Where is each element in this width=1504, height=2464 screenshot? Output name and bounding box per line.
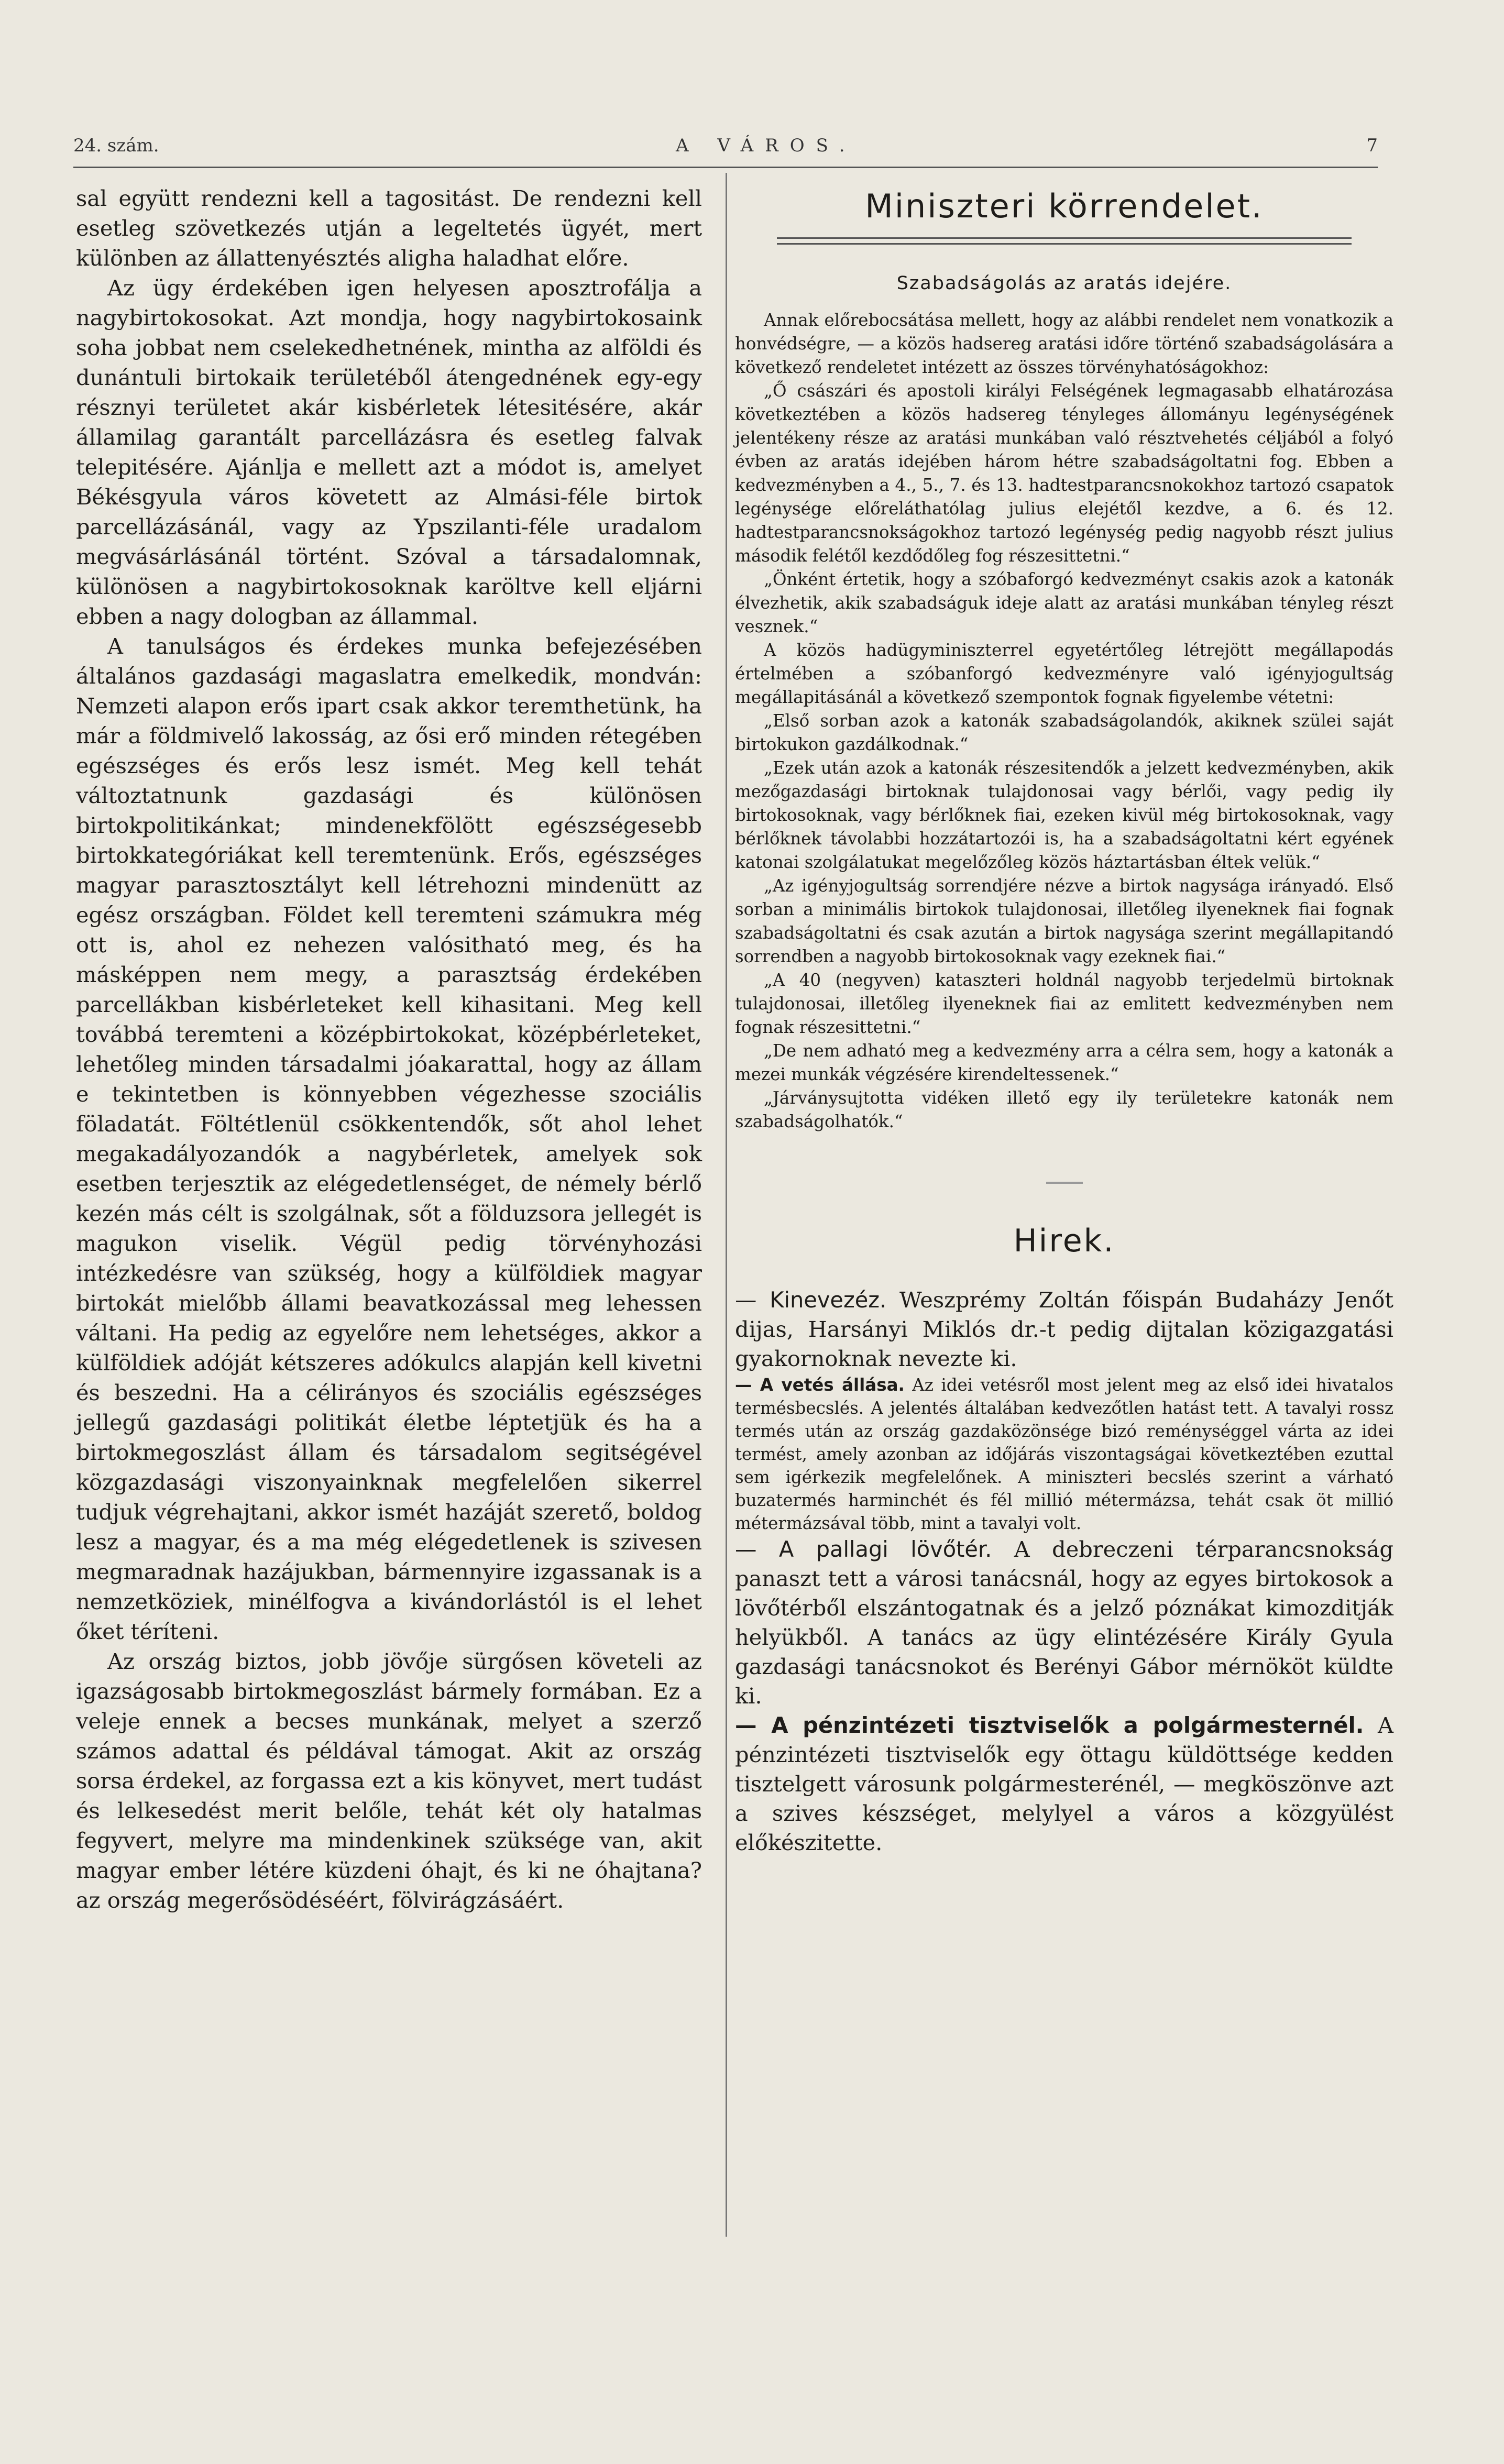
news-item (735, 1373, 1393, 1535)
news-item-lead: — A pénzintézeti tisztviselők a polgármesternél. (735, 1712, 1364, 1738)
news-item (735, 1711, 1393, 1857)
news-body (735, 1285, 1393, 1857)
decree-title: Miniszteri körrendelet. (865, 187, 1264, 225)
header-rule (73, 167, 1378, 168)
news-section-title: Hirek. (1013, 1223, 1115, 1259)
article-paragraph: sal együtt rendezni kell a tagositást. De rendezni kell esetleg szövetkezés utján a legeltetés ügyét, mert különben az állattenyésztés aligha haladhat előre. (76, 185, 702, 271)
right-column (735, 186, 1393, 1857)
page-number: 7 (1366, 135, 1378, 156)
decree-paragraph: „Első sorban azok a katonák szabadságolandók, akiknek szülei saját birtokukon gazdálkodnak.“ (735, 711, 1393, 754)
news-item-text: A pénzintézeti tisztviselők egy öttagu küldöttsége kedden tisztelgett városunk polgármesterénél, — megköszönve azt a szives készséget, melylyel a város a közgyülést előkészitette. (735, 1712, 1393, 1855)
news-item-text: Az idei vetésről most jelent meg az első idei hivatalos termésbecslés. A jelentés általában kedvezőtlen hatást tett. A tavalyi rossz termés után az ország gazdaközönsége bizó reménységgel várta az idei termést, amely azonban az időjárás viszontagságai következtében ezuttal sem igérkezik megfelelőnek. A miniszteri becslés szerint a várható buzatermés harminchét és fél millió métermázsa, tehát csak öt millió métermázsával több, mint a tavalyi volt. (735, 1375, 1393, 1533)
news-item-lead: — A pallagi lövőtér. (735, 1536, 992, 1562)
news-item (735, 1285, 1393, 1373)
decree-paragraph: Annak előrebocsátása mellett, hogy az alábbi rendelet nem vonatkozik a honvédségre, — a közös hadsereg aratási időre történő szabadságolására a következő rendeletet intézett az összes törvényhatóságokhoz: (735, 310, 1393, 377)
article-paragraph: Az ügy érdekében igen helyesen aposztrofálja a nagybirtokosokat. Azt mondja, hogy nagybirtokosaink soha jobbat nem cselekedhetnének, mintha az alföldi és dunántuli birtokaik területéből átengednének egy-egy résznyi területet akár kisbérletek létesitésére, akár államilag garantált parcellázásra és esetleg falvak telepitésére. Ajánlja e mellett azt a módot is, amelyet Békésgyula város követett az Almási-féle birtok parcellázásánál, vagy az Ypszilanti-féle uradalom megvásárlásánál történt. Szóval a társadalomnak, különösen a nagybirtokosoknak karöltve kell eljárni ebben a nagy dologban az állammal. (76, 275, 702, 629)
news-item-text: A debreczeni térparancsnokság panaszt tett a városi tanácsnál, hogy az egyes birtokosok a lövőtérből elszántogatnak és a jelző póznákat kimozditják helyükből. A tanács az ügy elintézésére Király Gyula gazdasági tanácsnokot és Berényi Gábor mérnököt küldte ki. (735, 1536, 1393, 1709)
decree-paragraph: „Ő császári és apostoli királyi Felségének legmagasabb elhatározása következtében a közös hadsereg tényleges állományu legénységének jelentékeny része az aratási munkában való résztvehetés céljából a folyó évben az aratás idejében három hétre szabadságoltatni fog. Ebben a kedvezményben a 4., 5., 7. és 13. hadtestparancsnokokhoz tartozó csapatok legénysége előreláthatólag julius elejétől kezdve, a 6. és 12. hadtestparancsnokságokhoz tartozó legénység pedig nagyobb részt julius második felétől kezdődőleg fog részesittetni.“ (735, 381, 1393, 566)
decree-paragraph: „Járványsujtotta vidéken illető egy ily területekre katonák nem szabadságolhatók.“ (735, 1088, 1393, 1131)
decree-paragraph: „Az igényjogultság sorrendjére nézve a birtok nagysága irányadó. Első sorban a minimális birtokok tulajdonosai, illetőleg ilyeneknek fiai fognak szabadságoltatni és csak azután a birtok nagysága szerint megállapitandó sorrendben a nagyobb birtokosoknak vagy ezeknek fiai.“ (735, 876, 1393, 966)
decree-paragraph: „De nem adható meg a kedvezmény arra a célra sem, hogy a katonák a mezei munkák végzésére kirendeltessenek.“ (735, 1041, 1393, 1084)
news-item-lead: — A vetés állása. (735, 1375, 905, 1395)
news-item (735, 1535, 1393, 1711)
news-item-lead: — Kinevezéz. (735, 1287, 887, 1313)
decree-paragraph: „A 40 (negyven) kataszteri holdnál nagyobb terjedelmü birtoknak tulajdonosai, illetőleg ilyeneknek fiai az emlitett kedvezményben nem fognak részesittetni.“ (735, 970, 1393, 1037)
newspaper-title: A VÁROS. (676, 135, 857, 156)
issue-number: 24. szám. (73, 135, 159, 156)
decree-body (735, 309, 1393, 1134)
article-paragraph: A tanulságos és érdekes munka befejezésében általános gazdasági magaslatra emelkedik, mondván: Nemzeti alapon erős ipart csak akkor teremthetünk, ha már a földmivelő lakosság, az ősi erő minden rétegében egészséges és erős lesz ismét. Meg kell tehát változtatnunk gazdasági és különösen birtokpolitikánkat; mindenekfölött egészségesebb birtokkategóriákat kell teremtenünk. Erős, egészséges magyar parasztosztályt kell létrehozni mindenütt az egész országban. Földet kell teremteni számukra még ott is, ahol ez nehezen valósitható meg, és ha másképpen nem megy, a parasztság érdekében parcellákban kisbérleteket kell kihasitani. Meg kell továbbá teremteni a középbirtokokat, középbérleteket, lehetőleg minden társadalmi jóakarattal, hogy az állam e tekintetben is könnyebben végezhesse szociális föladatát. Föltétlenül csökkentendők, sőt ahol lehet megakadályozandók a nagybérletek, amelyek sok esetben terjesztik az elégedetlenséget, de némely bérlő kezén más célt is szolgálnak, sőt a földuzsora jellegét is magukon viselik. Végül pedig törvényhozási intézkedésre van szükség, hogy a külföldiek magyar birtokát mielőbb állami beavatkozással meg lehessen váltani. Ha pedig az egyelőre nem lehetséges, akkor a külföldiek adóját kétszeres adókulcs alapján kell kivetni és beszedni. Ha a célirányos és szociális egészséges jellegű gazdasági politikát életbe léptetjük és ha a birtokmegoszlást állam és társadalom segitségével közgazdasági viszonyainknak megfelelően sikerrel tudjuk végrehajtani, akkor ismét hazáját szerető, boldog lesz a magyar, és a ma még elégedetlenek is szivesen megmaradnak hazájukban, bármennyire izgassanak is a nemzetköziek, minélfogva a kivándorlástól is el lehet őket téríteni. (76, 633, 702, 1644)
section-separator (1046, 1182, 1083, 1184)
decree-subtitle: Szabadságolás az aratás idejére. (896, 273, 1232, 294)
title-double-rule (777, 237, 1352, 245)
decree-paragraph: A közös hadügyminiszterrel egyetértőleg létrejött megállapodás értelmében a szóbanforgó kedvezményre való igényjogultság megállapitásánál a következő szempontok fognak figyelembe vétetni: (735, 640, 1393, 707)
article-paragraph: Az ország biztos, jobb jövője sürgősen követeli az igazságosabb birtokmegoszlást bármely formában. Ez a veleje ennek a becses munkának, melyet a szerző számos adattal és példával támogat. Akit az ország sorsa érdekel, az forgassa ezt a kis könyvet, mert tudást és lelkesedést merit belőle, tehát két oly hatalmas fegyvert, melyre ma mindenkinek szüksége van, akit magyar ember létére küzdeni óhajt, és ki ne óhajtana? az ország megerősödéséért, fölvirágzásáért. (76, 1648, 702, 1913)
decree-paragraph: „Önként értetik, hogy a szóbaforgó kedvezményt csakis azok a katonák élvezhetik, akik szabadságuk ideje alatt az aratási munkában tényleg részt vesznek.“ (735, 569, 1393, 636)
decree-paragraph: „Ezek után azok a katonák részesitendők a jelzett kedvezményben, akik mezőgazdasági birtoknak tulajdonosai vagy bérlői, vagy pedig ily birtokosoknak, vagy bérlőknek fiai, ezeken kivül még birtokosoknak, vagy bérlőknek távolabbi hozzátartozói is, ha a szabadságoltatni kért egyének katonai szolgálatukat megelőzőleg közös háztartásban éltek velük.“ (735, 758, 1393, 872)
page-header (73, 135, 1378, 161)
news-item-text: Weszprémy Zoltán főispán Budaházy Jenőt dijas, Harsányi Miklós dr.-t pedig dijtalan közigazgatási gyakornoknak nevezte ki. (735, 1287, 1393, 1371)
column-divider (726, 173, 727, 2237)
left-column-article (76, 183, 702, 1915)
